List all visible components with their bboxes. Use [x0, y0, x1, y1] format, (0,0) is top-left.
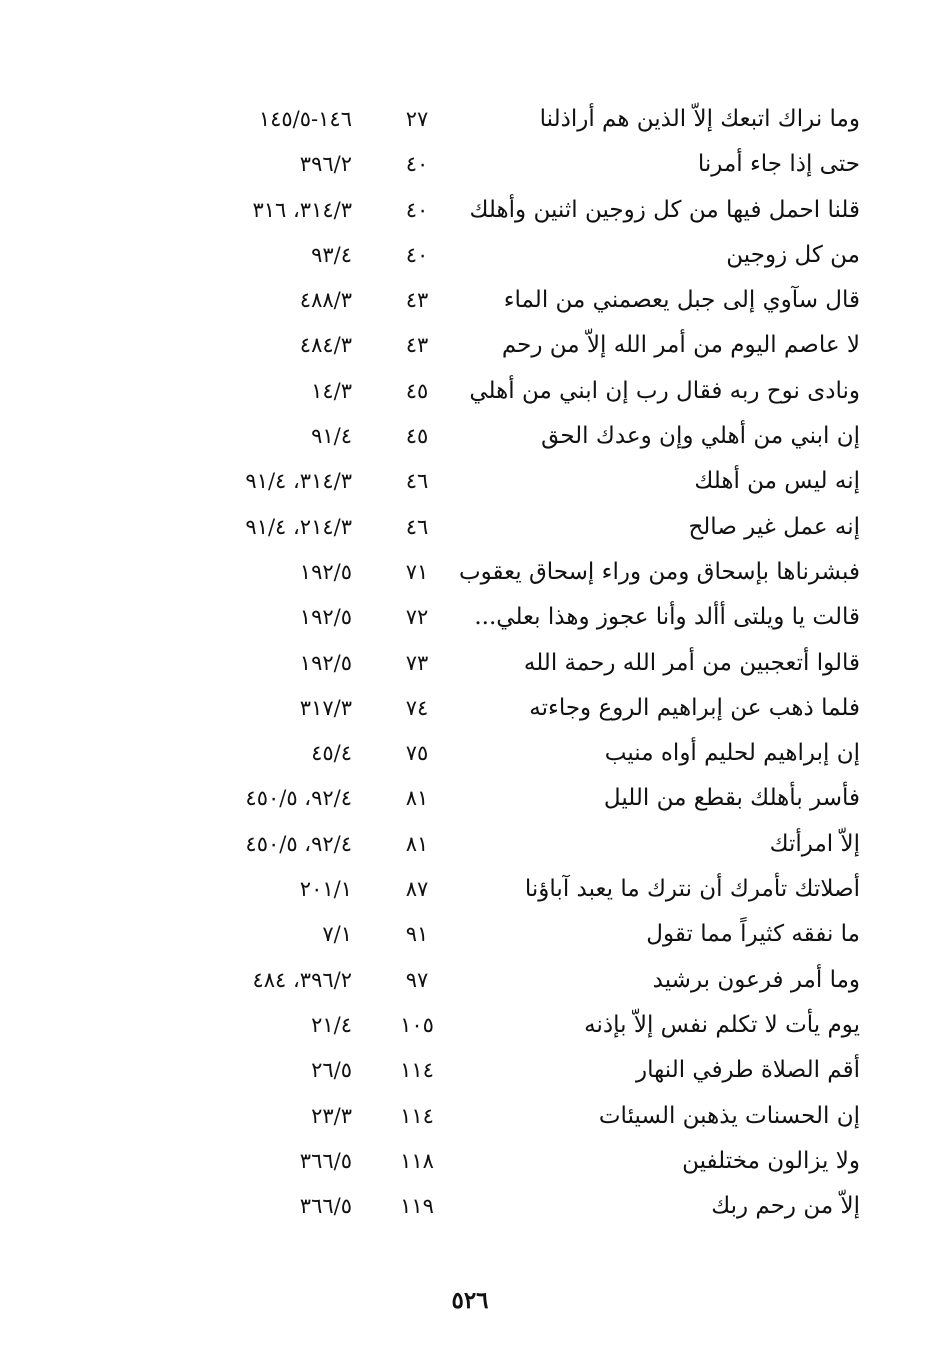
ayah-number: ٧٣ — [405, 650, 429, 675]
index-row — [0, 98, 940, 143]
index-row — [0, 642, 940, 687]
index-row — [0, 143, 940, 188]
index-row — [0, 1049, 940, 1094]
index-row — [0, 777, 940, 822]
volume-page-reference: ٩١/٤ — [311, 424, 352, 449]
ayah-number: ٧٢ — [405, 605, 429, 630]
index-row — [0, 596, 940, 641]
index-row — [0, 234, 940, 279]
ayah-number: ٤٥ — [405, 378, 429, 403]
verse-text: ما نفقه كثيراً مما تقول — [646, 921, 860, 948]
ayah-number: ٤٠ — [405, 197, 429, 222]
ayah-number: ٤٠ — [405, 152, 429, 177]
volume-page-reference: ٢٠١/١ — [299, 877, 352, 902]
verse-text: إن إبراهيم لحليم أواه منيب — [604, 740, 860, 767]
verse-text: من كل زوجين — [726, 241, 860, 268]
ayah-number: ١١٩ — [400, 1194, 434, 1219]
ayah-number: ٤٥ — [405, 424, 429, 449]
verse-text: لا عاصم اليوم من أمر الله إلاّ من رحم — [501, 332, 860, 359]
index-row — [0, 460, 940, 505]
ayah-number: ٤٣ — [405, 288, 429, 313]
volume-page-reference: ٣١٤/٣، ٣١٦ — [252, 197, 352, 222]
volume-page-reference: ٢٦/٥ — [311, 1058, 352, 1083]
ayah-number: ٢٧ — [405, 107, 429, 131]
volume-page-reference: ١٩٢/٥ — [299, 605, 352, 630]
index-row — [0, 1140, 940, 1185]
verse-text: أقم الصلاة طرفي النهار — [636, 1057, 860, 1084]
index-row — [0, 506, 940, 551]
verse-text: حتى إذا جاء أمرنا — [697, 151, 860, 178]
verse-text: فلما ذهب عن إبراهيم الروع وجاءته — [529, 694, 860, 721]
index-row — [0, 370, 940, 415]
volume-page-reference: ٢٣/٣ — [311, 1103, 352, 1128]
verse-text: إلاّ امرأتك — [769, 830, 860, 857]
ayah-number: ٧٥ — [405, 741, 429, 766]
ayah-number: ٨٧ — [405, 877, 429, 902]
ayah-number: ٧٤ — [405, 695, 429, 720]
verse-text: يوم يأت لا تكلم نفس إلاّ بإذنه — [584, 1011, 860, 1038]
volume-page-reference: ٣٦٦/٥ — [299, 1148, 352, 1173]
page-number: ٥٢٦ — [451, 1287, 489, 1314]
verse-text: إنه عمل غير صالح — [688, 513, 860, 540]
index-row — [0, 324, 940, 369]
volume-page-reference: ٢١٤/٣، ٩١/٤ — [245, 514, 352, 539]
index-row — [0, 189, 940, 234]
volume-page-reference: ٣١٧/٣ — [299, 695, 352, 720]
volume-page-reference: ١٤٦-١٤٥/٥ — [258, 107, 352, 131]
verse-text: إنه ليس من أهلك — [694, 468, 860, 495]
volume-page-reference: ٩٢/٤، ٤٥٠/٥ — [245, 786, 352, 811]
index-row — [0, 1004, 940, 1049]
ayah-number: ٧١ — [405, 559, 429, 584]
volume-page-reference: ٣٩٦/٢، ٤٨٤ — [252, 967, 352, 992]
verse-text: إلاّ من رحم ربك — [711, 1193, 860, 1220]
index-row — [0, 868, 940, 913]
index-row — [0, 913, 940, 958]
index-row — [0, 823, 940, 868]
verse-text: إن ابني من أهلي وإن وعدك الحق — [541, 423, 860, 450]
ayah-number: ٩١ — [405, 922, 429, 947]
index-row — [0, 415, 940, 460]
verse-text: وما أمر فرعون برشيد — [652, 966, 860, 993]
ayah-number: ١١٨ — [400, 1148, 434, 1173]
volume-page-reference: ٧/١ — [322, 922, 352, 947]
verse-text: ونادى نوح ربه فقال رب إن ابني من أهلي — [469, 377, 860, 404]
volume-page-reference: ٩٣/٤ — [311, 242, 352, 267]
volume-page-reference: ١٩٢/٥ — [299, 559, 352, 584]
verse-text: قلنا احمل فيها من كل زوجين اثنين وأهلك — [469, 196, 860, 223]
verse-text: إن الحسنات يذهبن السيئات — [598, 1102, 860, 1129]
volume-page-reference: ٣٦٦/٥ — [299, 1194, 352, 1219]
index-row — [0, 732, 940, 777]
verse-text: فبشرناها بإسحاق ومن وراء إسحاق يعقوب — [458, 558, 860, 585]
verse-text: قالوا أتعجبين من أمر الله رحمة الله — [523, 649, 860, 676]
ayah-number: ٤٦ — [405, 469, 429, 494]
index-row — [0, 279, 940, 324]
ayah-number: ١١٤ — [400, 1058, 434, 1083]
verse-text: فأسر بأهلك بقطع من الليل — [603, 785, 860, 812]
ayah-number: ٤٠ — [405, 242, 429, 267]
ayah-number: ٨١ — [405, 831, 429, 856]
index-row — [0, 1185, 940, 1230]
verse-text: أصلاتك تأمرك أن نترك ما يعبد آباؤنا — [524, 876, 860, 903]
volume-page-reference: ٢١/٤ — [311, 1012, 352, 1037]
index-row — [0, 551, 940, 596]
ayah-number: ٤٣ — [405, 333, 429, 358]
verse-text: وما نراك اتبعك إلاّ الذين هم أراذلنا — [539, 106, 860, 132]
index-row — [0, 959, 940, 1004]
verse-text: قال سآوي إلى جبل يعصمني من الماء — [503, 287, 860, 314]
volume-page-reference: ٤٨٤/٣ — [299, 333, 352, 358]
ayah-number: ١٠٥ — [400, 1012, 434, 1037]
volume-page-reference: ٤٨٨/٣ — [299, 288, 352, 313]
verse-text: قالت يا ويلتى أألد وأنا عجوز وهذا بعلي... — [474, 604, 860, 631]
verse-text: ولا يزالون مختلفين — [682, 1147, 860, 1174]
verse-index-table — [0, 98, 940, 1230]
index-row — [0, 687, 940, 732]
ayah-number: ٨١ — [405, 786, 429, 811]
volume-page-reference: ٩٢/٤، ٤٥٠/٥ — [245, 831, 352, 856]
ayah-number: ١١٤ — [400, 1103, 434, 1128]
volume-page-reference: ١٤/٣ — [311, 378, 352, 403]
volume-page-reference: ٤٥/٤ — [311, 741, 352, 766]
volume-page-reference: ١٩٢/٥ — [299, 650, 352, 675]
ayah-number: ٩٧ — [405, 967, 429, 992]
volume-page-reference: ٣١٤/٣، ٩١/٤ — [245, 469, 352, 494]
ayah-number: ٤٦ — [405, 514, 429, 539]
index-row — [0, 1095, 940, 1140]
volume-page-reference: ٣٩٦/٢ — [299, 152, 352, 177]
